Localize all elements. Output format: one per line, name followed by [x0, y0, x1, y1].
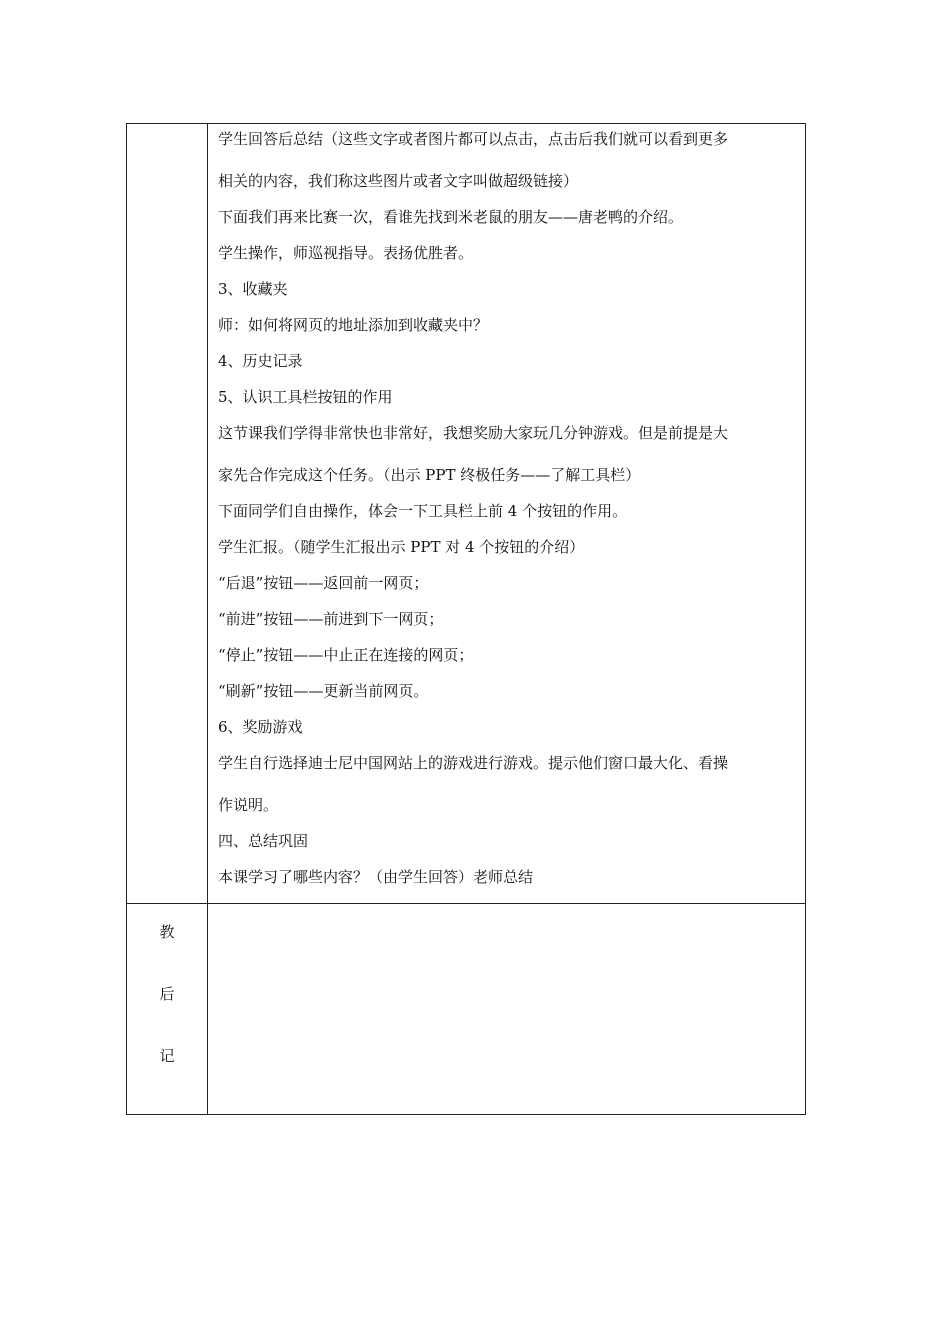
process-line: 相关的内容，我们称这些图片或者文字叫做超级链接）: [218, 172, 579, 190]
process-content-cell: [208, 124, 806, 904]
button-description: “刷新”按钮——更新当前网页。: [218, 682, 429, 700]
notes-label-char: 记: [159, 1047, 175, 1065]
process-line: 学生回答后总结（这些文字或者图片都可以点击，点击后我们就可以看到更多: [218, 130, 729, 148]
process-line: 师：如何将网页的地址添加到收藏夹中？: [218, 316, 489, 334]
section-heading: 3、收藏夹: [218, 280, 288, 298]
process-line: 学生自行选择迪士尼中国网站上的游戏进行游戏。提示他们窗口最大化、看操: [218, 754, 729, 772]
button-description: “停止”按钮——中止正在连接的网页；: [218, 646, 474, 664]
process-line: 家先合作完成这个任务。（出示 PPT 终极任务——了解工具栏）: [218, 466, 641, 484]
process-line: 下面同学们自由操作，体会一下工具栏上前 4 个按钮的作用。: [218, 502, 628, 520]
section-heading: 四、总结巩固: [218, 832, 309, 850]
lesson-plan-table: [126, 123, 806, 1115]
section-heading: 4、历史记录: [218, 352, 303, 370]
notes-label-char: 教: [159, 923, 175, 941]
process-label-cell: [127, 124, 208, 904]
process-line: 下面我们再来比赛一次，看谁先找到米老鼠的朋友——唐老鸭的介绍。: [218, 208, 684, 226]
process-content: [208, 124, 805, 887]
button-description: “后退”按钮——返回前一网页；: [218, 574, 429, 592]
button-description: “前进”按钮——前进到下一网页；: [218, 610, 444, 628]
notes-content-cell: [208, 904, 806, 1115]
process-line: 本课学习了哪些内容？（由学生回答）老师总结: [218, 868, 534, 886]
teaching-process-row: [127, 124, 806, 904]
notes-label-char: 后: [159, 985, 175, 1003]
section-heading: 5、认识工具栏按钮的作用: [218, 388, 393, 406]
section-heading: 6、奖励游戏: [218, 718, 303, 736]
notes-label-cell: [127, 904, 208, 1115]
process-line: 学生操作，师巡视指导。表扬优胜者。: [218, 244, 474, 262]
process-line: 这节课我们学得非常快也非常好，我想奖励大家玩几分钟游戏。但是前提是大: [218, 424, 729, 442]
process-line: 作说明。: [218, 796, 279, 814]
notes-label: [127, 904, 207, 1066]
post-lesson-notes-row: [127, 904, 806, 1115]
process-line: 学生汇报。（随学生汇报出示 PPT 对 4 个按钮的介绍）: [218, 538, 585, 556]
